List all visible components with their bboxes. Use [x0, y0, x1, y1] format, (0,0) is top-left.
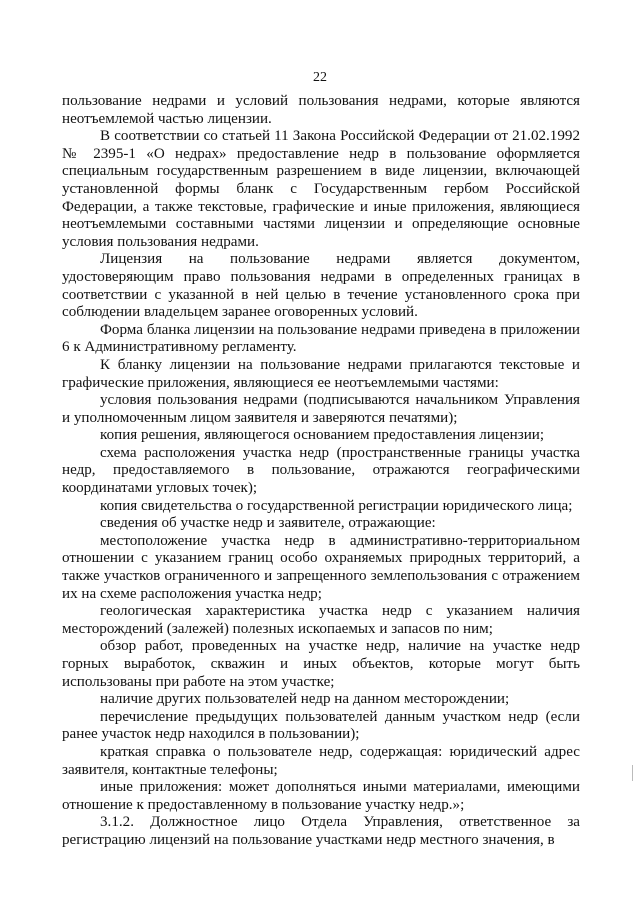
paragraph: пользование недрами и условий пользования недрами, которые являются неотъемлемой частью лицензии. — [62, 93, 580, 127]
paragraph: 3.1.2. Должностное лицо Отдела Управления, ответственное за регистрацию лицензий на пользование участками недр местного значения, в — [62, 814, 580, 848]
list-item: краткая справка о пользователе недр, содержащая: юридический адрес заявителя, контактные телефоны; — [62, 743, 580, 778]
page-number: 22 — [313, 70, 327, 85]
paragraph: В соответствии со статьей 11 Закона Российской Федерации от 21.02.1992 № 2395-1 «О недрах» предоставление недр в пользование оформляется специальным государственным разрешением в виде лицензии, включающей установленной формы бланк с Государственным гербом Российской Федерации, а также текстовые, графические и иные приложения, являющиеся неотъемлемыми составными частями лицензии и определяющие основные условия пользования недрами. — [62, 128, 580, 250]
list-item: иные приложения: может дополняться иными материалами, имеющими отношение к предоставленному в пользование участку недр.»; — [62, 779, 580, 813]
list-item: местоположение участка недр в административно-территориальном отношении с указанием границ особо охраняемых природных территорий, а также участков ограниченного и запрещенного землепользования с отражением их на схеме расположения участка недр; — [62, 532, 580, 602]
paragraph: Лицензия на пользование недрами является документом, удостоверяющим право пользования недрами в определенных границах в соответствии с указанной в ней целью в течение установленного срока при соблюдении владельцем заранее оговоренных условий. — [62, 251, 580, 321]
list-item: геологическая характеристика участка недр с указанием наличия месторождений (залежей) полезных ископаемых и запасов по ним; — [62, 603, 580, 637]
scan-mark — [632, 765, 633, 781]
document-body — [62, 93, 580, 850]
list-item: обзор работ, проведенных на участке недр, наличие на участке недр горных выработок, скважин и иных объектов, которые могут быть использованы при работе на этом участке; — [62, 638, 580, 690]
list-item: схема расположения участка недр (пространственные границы участка недр, предоставляемого в пользование, отражаются географическими координатами угловых точек); — [62, 444, 580, 497]
list-item: копия свидетельства о государственной регистрации юридического лица; — [100, 497, 573, 514]
paragraph: К бланку лицензии на пользование недрами прилагаются текстовые и графические приложения, являющиеся ее неотъемлемыми частями: — [62, 356, 580, 391]
paragraph: Форма бланка лицензии на пользование недрами приведена в приложении 6 к Административному регламенту. — [62, 321, 580, 356]
list-item: копия решения, являющегося основанием предоставления лицензии; — [100, 427, 545, 444]
list-item: сведения об участке недр и заявителе, отражающие: — [100, 515, 436, 532]
list-item: условия пользования недрами (подписываются начальником Управления и уполномоченным лицом заявителя и заверяются печатями); — [62, 392, 580, 426]
list-item: перечисление предыдущих пользователей данным участком недр (если ранее участок недр находился в пользовании); — [62, 708, 580, 743]
list-item: наличие других пользователей недр на данном месторождении; — [100, 691, 510, 708]
